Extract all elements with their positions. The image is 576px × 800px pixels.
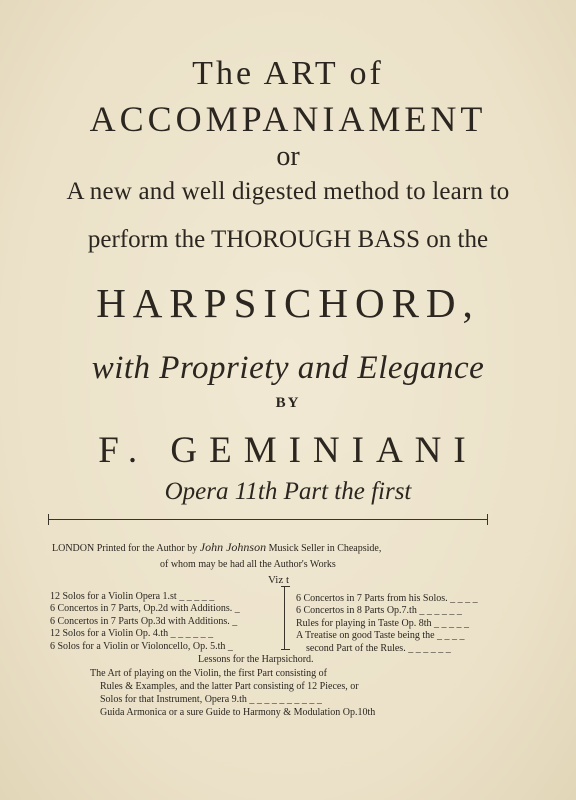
list-item: Guida Armonica or a sure Guide to Harmony & Modulation Op.10th	[100, 707, 376, 718]
title-line-1: The ART of	[192, 55, 384, 92]
list-item: The Art of playing on the Violin, the first Part consisting of	[90, 668, 327, 679]
list-item: A Treatise on good Taste being the _ _ _ _	[296, 630, 465, 642]
list-item: second Part of the Rules. _ _ _ _ _ _	[306, 642, 451, 654]
imprint-seller-rest: Musick Seller in Cheapside,	[268, 543, 382, 554]
by-line: BY	[275, 395, 301, 411]
list-item: 6 Concertos in 7 Parts Op.3d with Additions. _	[50, 615, 238, 627]
list-item: 12 Solos for a Violin Opera 1.st _ _ _ _ _	[50, 591, 215, 602]
opus-line: Opera 11th Part the first	[164, 478, 412, 505]
divider-rule	[48, 519, 488, 520]
title-line-6: HARPSICHORD,	[96, 280, 480, 326]
title-line-7: with Propriety and Elegance	[91, 350, 485, 386]
title-line-5: perform the THOROUGH BASS on the	[87, 226, 489, 253]
list-item: 6 Concertos in 7 Parts from his Solos. _ _ _ _	[296, 593, 478, 604]
list-bracket	[284, 586, 293, 650]
author-name: F. GEMINIANI	[98, 430, 478, 471]
harpsichord-lessons: Lessons for the Harpsichord.	[198, 654, 314, 665]
title-line-2: ACCOMPANIAMENT	[89, 99, 487, 139]
imprint-line	[52, 540, 381, 555]
works-list-right	[296, 593, 478, 655]
list-item: Rules & Examples, and the latter Part consisting of 12 Pieces, or	[100, 681, 359, 692]
list-item: Rules for playing in Taste Op. 8th _ _ _ _ _	[296, 617, 469, 629]
list-item: 6 Concertos in 8 Parts Op.7.th _ _ _ _ _ _	[296, 605, 462, 617]
works-available-line: of whom may be had all the Author's Works	[160, 559, 336, 570]
viz-label: Viz t	[268, 574, 290, 586]
list-item: 6 Concertos in 7 Parts, Op.2d with Additions. _	[50, 603, 240, 615]
imprint-seller-name: John Johnson	[199, 540, 267, 554]
imprint-printed: LONDON Printed for the Author by	[52, 543, 198, 554]
works-list-left	[50, 591, 240, 653]
list-item: Solos for that Instrument, Opera 9.th _ _ _ _ _ _ _ _ _ _	[100, 694, 322, 705]
title-line-3: or	[276, 141, 300, 172]
list-item: 12 Solos for a Violin Op. 4.th _ _ _ _ _ _	[50, 628, 214, 640]
list-item: 6 Solos for a Violin or Violoncello, Op. 5.th _	[50, 640, 233, 652]
works-list-bottom	[90, 667, 375, 719]
title-line-4: A new and well digested method to learn to	[66, 178, 510, 205]
